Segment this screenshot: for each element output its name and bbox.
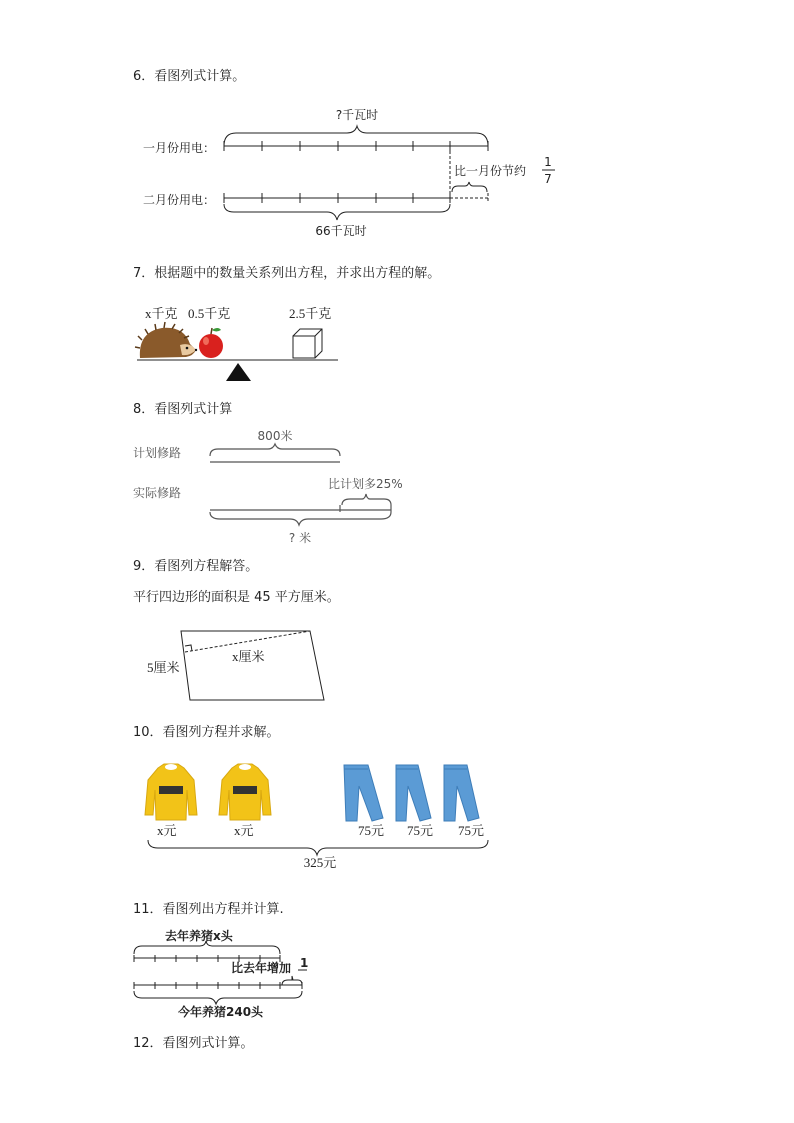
q7-box-label: 2.5千克 (289, 306, 332, 321)
q6-row1-label: 一月份用电： (143, 141, 216, 155)
q11-increase-brace (282, 976, 302, 985)
q10-sweater-label: x元 (234, 823, 254, 838)
q11-increase-label: 比去年增加 (231, 961, 292, 975)
q10-jeans-label: 75元 (358, 823, 385, 838)
q10-jeans-label: 75元 (407, 823, 434, 838)
q7-title: 7．根据题中的数量关系列出方程，并求出方程的解。 (133, 266, 441, 281)
q9-height-label: x厘米 (232, 649, 265, 664)
q10-title: 10．看图列方程并求解。 (133, 725, 280, 740)
q6-bottom-label: 66千瓦时 (315, 224, 367, 238)
q10-sweater-label: x元 (157, 823, 177, 838)
q11-bottom-brace (134, 991, 302, 1004)
q11-top-brace (134, 941, 280, 954)
q6-title: 6．看图列式计算。 (133, 69, 246, 84)
q8-plan-label: 计划修路 (133, 446, 182, 460)
q9-text: 平行四边形的面积是 45 平方厘米。 (133, 590, 340, 605)
q9-side-label: 5厘米 (147, 660, 180, 675)
q6-frac-num: 1 (544, 155, 552, 169)
q8-title: 8．看图列式计算 (133, 402, 233, 417)
q6-save-label: 比一月份节约 (454, 164, 527, 178)
q8-plan-value: 800米 (257, 429, 293, 443)
q6-frac-den: 7 (544, 172, 552, 186)
q8-more-label: 比计划多25% (328, 477, 403, 491)
q11-frac-num: 1 (300, 956, 309, 970)
q7-apple-label: 0.5千克 (188, 306, 231, 321)
q9-title: 9．看图列方程解答。 (133, 559, 259, 574)
q12-title: 12．看图列式计算。 (133, 1036, 254, 1051)
q11-top-label: 去年养猪x头 (165, 929, 233, 943)
q6-row2-label: 二月份用电： (143, 193, 216, 207)
q8-total-label: ? 米 (288, 531, 312, 545)
q10-jeans-label: 75元 (458, 823, 485, 838)
q6-top-label: ?千瓦时 (335, 108, 379, 122)
q7-hedgehog-label: x千克 (145, 306, 178, 321)
q10-total-label: 325元 (303, 855, 337, 870)
q8-actual-label: 实际修路 (133, 486, 182, 500)
q11-bottom-label: 今年养猪240头 (178, 1005, 264, 1019)
q11-title: 11．看图列出方程并计算. (133, 902, 284, 917)
